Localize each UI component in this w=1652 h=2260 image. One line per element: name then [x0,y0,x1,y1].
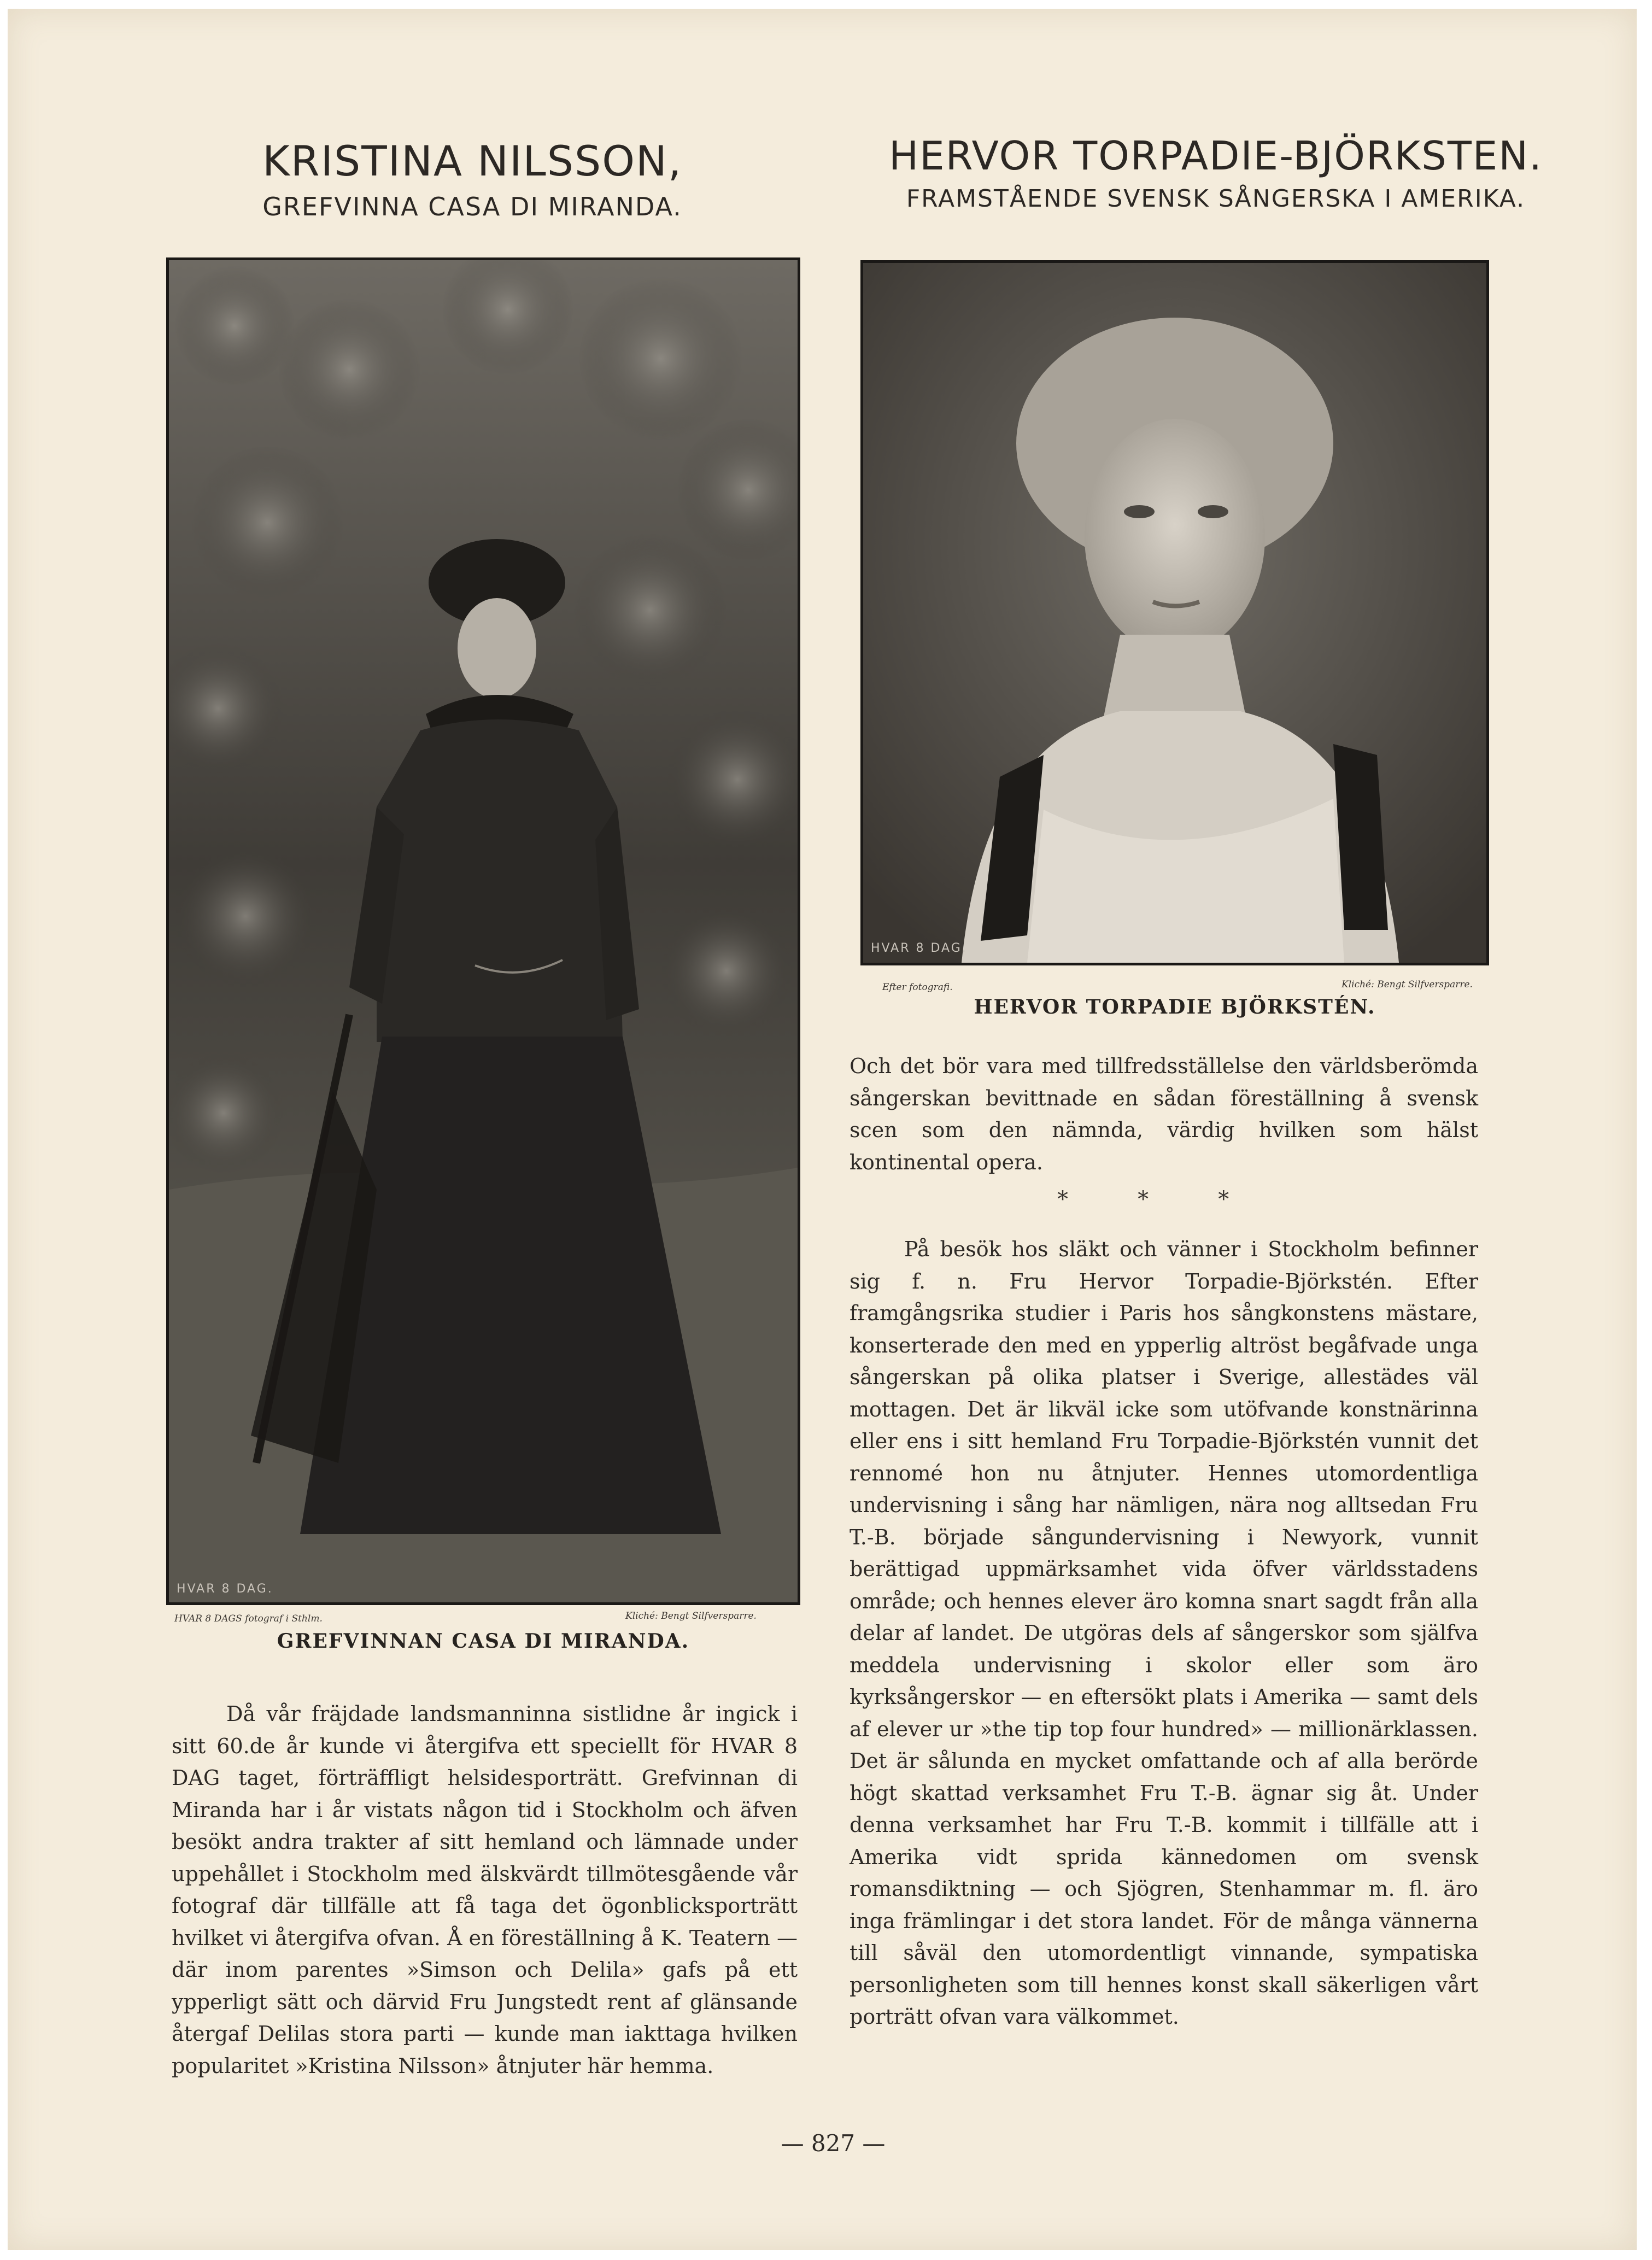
right-article-text-top [850,1050,1478,1178]
right-article-paragraph-1: Och det bör vara med tillfredsställelse den världsberömda sångerskan bevittnade en sådan föreställning å svensk scen som den nämnda, värdig hvilken som hälst kontinental opera. [850,1054,1478,1174]
magazine-page [8,9,1637,2250]
page-number: — 827 — [781,2130,886,2157]
right-heading [844,132,1587,213]
right-cliche-credit: Kliché: Bengt Silfversparre. [1341,979,1473,990]
right-caption: HERVOR TORPADIE BJÖRKSTÉN. [974,996,1376,1018]
right-portrait-photo [860,260,1489,965]
left-article-paragraph: Då vår fräjdade landsmanninna sistlidne år ingick i sitt 60.de år kunde vi återgifva ett speciellt för HVAR 8 DAG taget, förträffligt helsidesporträtt. Grefvinnan di Miranda har i år vistats någon tid i Stockholm och äfven besökt andra trakter af sitt hemland och lämnade under uppehållet i Stockholm med älskvärdt tillmötesgående vår fotograf där tillfälle att få taga det ögonblicksporträtt hvilket vi återgifva ofvan. Å en föreställning å K. Teatern — där inom parentes »Simson och Delila» gafs på ett ypperligt sätt och därvid Fru Jungstedt rent af glänsande återgaf Delilas stora parti — kunde man iakttaga hvilken popularitet »Kristina Nilsson» åtnjuter här hemma. [172,1702,798,2078]
left-article-text [172,1698,798,2082]
left-caption: GREFVINNAN CASA DI MIRANDA. [277,1630,690,1653]
left-photo-credit: HVAR 8 DAGS fotograf i Sthlm. [174,1613,323,1624]
left-cliche-credit: Kliché: Bengt Silfversparre. [625,1611,757,1621]
left-title: KRISTINA NILSSON, [262,137,683,185]
right-photo-tag: HVAR 8 DAG. [871,941,968,955]
right-article-text-bottom [850,1233,1478,2033]
left-subtitle: GREFVINNA CASA DI MIRANDA. [262,192,682,221]
right-article-paragraph-2: På besök hos släkt och vänner i Stockholm befinner sig f. n. Fru Hervor Torpadie-Björkstén. Efter framgångsrika studier i Paris hos sångkonstens mästare, konserterade den med en ypperlig altröst begåfvade unga sångerskan på olika platser i Sverige, allestädes väl mottagen. Det är likväl icke som utöfvande konstnärinna eller ens i sitt hemland Fru Torpadie-Björkstén vunnit det rennomé hon nu åtnjuter. Hennes utomordentliga undervisning i sång har nämligen, nära nog alltsedan Fru T.-B. började sångundervisning i Newyork, vunnit berättigad uppmärksamhet vida öfver världsstadens område; och hennes elever äro komna snart sagdt från alla delar af landet. De utgöras dels af sångerskor som själfva meddela undervisning i skolor eller som äro kyrksångerskor — en eftersökt plats i Amerika — samt dels af elever ur »the tip top four hundred» — millionärklassen. Det är sålunda en mycket omfattande och af alla berörde högt skattad verksamhet Fru T.-B. ägnar sig åt. Under denna verksamhet har Fru T.-B. kommit i tillfälle att i Amerika vidt sprida kännedomen om svensk romansdiktning — och Sjögren, Stenhammar m. fl. äro inga främlingar i det stora landet. För de många vännerna till såväl den utomordentligt vinnande, sympatiska personligheten som till hennes konst skall säkerligen vårt porträtt ofvan vara välkommet. [850,1237,1478,2029]
left-photo-tag: HVAR 8 DAG. [177,1582,273,1596]
right-photo-credit: Efter fotografi. [882,982,953,993]
left-heading [172,137,773,221]
right-subtitle: FRAMSTÅENDE SVENSK SÅNGERSKA I AMERIKA. [906,185,1526,213]
left-portrait-photo [166,257,800,1605]
bust-portrait-image [863,263,1486,963]
right-title: HERVOR TORPADIE-BJÖRKSTEN. [888,133,1543,179]
garden-portrait-image [169,260,798,1602]
section-divider-stars: * * * [1057,1187,1229,1212]
